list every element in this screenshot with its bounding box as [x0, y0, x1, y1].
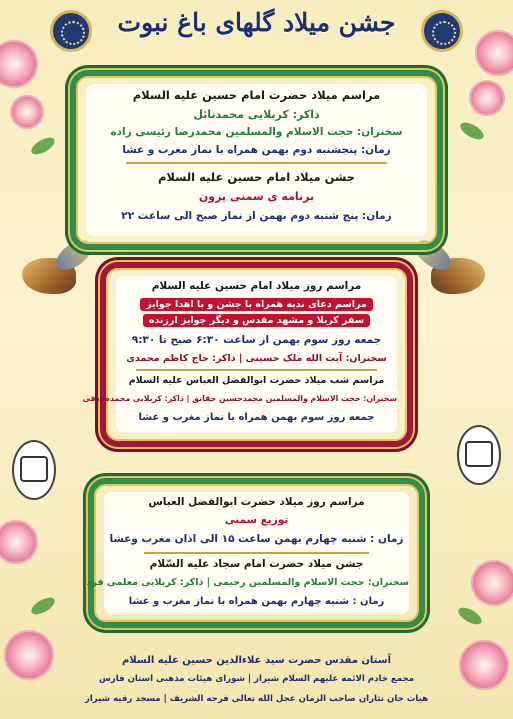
- page-title: جشن میلاد گلهای باغ نبوت: [117, 8, 396, 37]
- divider: [126, 162, 387, 164]
- footer-line-2: مجمع خادم الائمه علیهم السلام شیراز | شورای هیئات مذهبی استان فارس: [98, 674, 415, 684]
- event-reciter: ذاکر: کربلایی محمدنائل: [193, 108, 320, 121]
- event-title: جشن میلاد حضرت امام سجاد علیه السّلام: [149, 558, 364, 570]
- event-speaker: سخنران: حجت الاسلام والمسلمین محمدحسین حقانق | ذاکر: کربلایی محمدصادقی: [82, 394, 397, 403]
- program-box-1: [70, 70, 443, 250]
- event-title: مراسم میلاد حضرت امام حسین علیه السلام: [132, 88, 381, 102]
- program-box-2: [82, 262, 413, 447]
- emblem-icon-right: [457, 425, 501, 485]
- bird-icon-right: [431, 258, 485, 294]
- divider: [144, 552, 369, 554]
- event-time: زمان: پنج شنبه دوم بهمن از نماز صبح الی ساعت ۲۲: [121, 210, 392, 222]
- event-program: توزیع سمنی: [224, 514, 289, 526]
- event-title: مراسم روز میلاد حضرت ابوالفضل العباس: [148, 496, 365, 508]
- footer-line-3: هیات جان نثاران صاحب الزمان عجل الله تعالی فرجه الشریف | مسجد رقیه شیراز: [84, 694, 429, 704]
- highlight-banner: مراسم دعای ندبه همراه با جشن و با اهدا جوایز: [140, 298, 373, 311]
- footer-line-1: آستان مقدس حضرت سید علاءالدین حسین علیه السلام: [121, 655, 392, 666]
- highlight-banner: سفر کربلا و مشهد مقدس و دیگر جوایز ارزنده: [143, 314, 370, 327]
- emblem-icon-left: [12, 440, 56, 500]
- flower-icon: [10, 95, 44, 129]
- flower-icon: [0, 520, 38, 564]
- divider: [136, 369, 377, 371]
- event-title: جشن میلاد امام حسین علیه السلام: [158, 170, 355, 184]
- event-time: زمان : شنبه چهارم بهمن ساعت ۱۵ الی اذان مغرب وعشا: [109, 533, 404, 545]
- event-program: برنامه ی سمنی پزون: [198, 190, 315, 203]
- event-speaker: سخنران: حجت الاسلام والمسلمین رحیمی | ذاکر: کربلایی معلمی فرد: [86, 577, 409, 588]
- event-time: جمعه روز سوم بهمن همراه با نماز مغرب و عشا: [138, 412, 375, 423]
- flower-icon: [471, 560, 513, 606]
- flower-icon: [4, 630, 54, 680]
- flower-icon: [469, 80, 505, 116]
- event-title: مراسم شب میلاد حضرت ابوالفضل العباس علیه السلام: [128, 375, 385, 386]
- bird-icon-left: [22, 258, 76, 294]
- flower-icon: [459, 640, 509, 690]
- flower-icon: [475, 30, 513, 76]
- event-speaker: سخنران: آیت الله ملک حسینی | ذاکر: حاج کاظم محمدی: [126, 353, 387, 364]
- event-time: زمان : شنبه چهارم بهمن همراه با نماز مغرب و عشا: [128, 596, 385, 607]
- event-time: جمعه روز سوم بهمن از ساعت ۶:۳۰ صبح تا ۹:۳۰: [131, 334, 382, 346]
- flower-icon: [0, 40, 38, 88]
- program-box-3: [88, 478, 425, 628]
- event-time: زمان: پنجشنبه دوم بهمن همراه با نماز مغرب و عشا: [122, 144, 391, 156]
- event-speaker: سخنران: حجت الاسلام والمسلمین محمدرضا رئیسی زاده: [110, 126, 403, 138]
- event-title: مراسم روز میلاد امام حسین علیه السلام: [151, 280, 362, 292]
